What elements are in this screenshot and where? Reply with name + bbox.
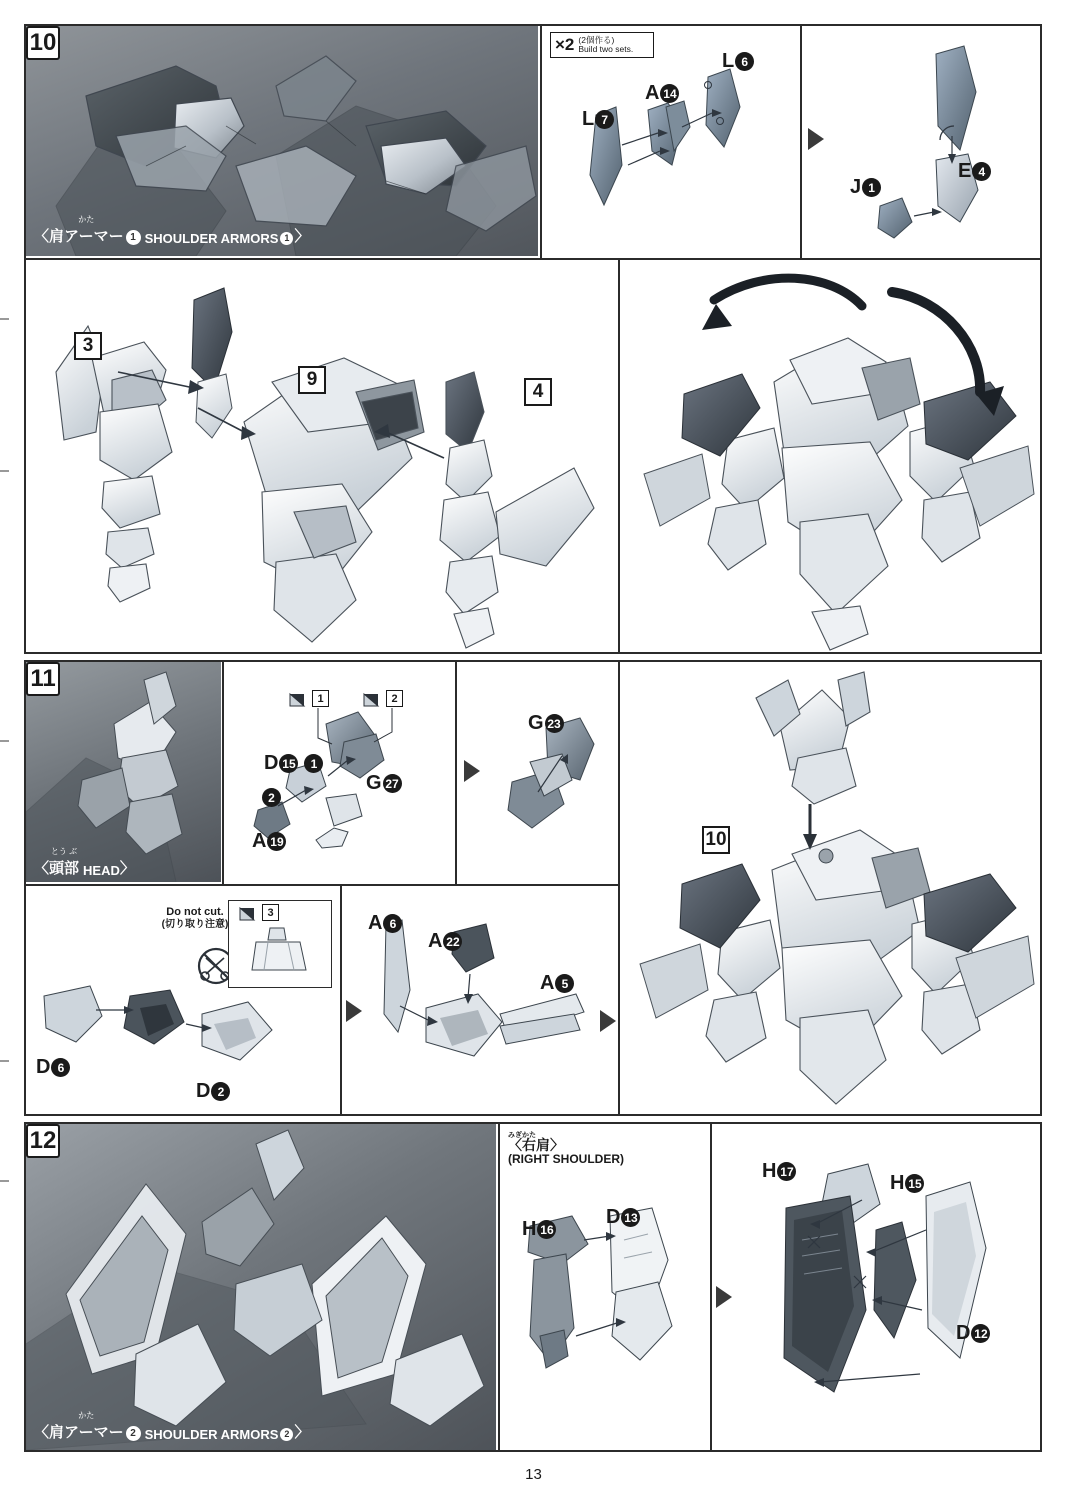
marker-flag-3 bbox=[238, 906, 256, 922]
do-not-cut-detail-art bbox=[244, 924, 318, 982]
step-12-render-photo bbox=[26, 1124, 496, 1450]
sticker-hint-art bbox=[312, 822, 352, 850]
part-label-H15: H 15 bbox=[890, 1172, 924, 1195]
do-not-cut-note: Do not cut. (切り取り注意) bbox=[161, 906, 229, 930]
part-label-G23: G 23 bbox=[528, 712, 564, 735]
marker-flag-2 bbox=[362, 692, 380, 708]
caption-shoulder-armors-2: 〈 かた 肩アーマー 2 SHOULDER ARMORS 2 〉 bbox=[34, 1411, 310, 1442]
step-10-assembly-art bbox=[26, 262, 616, 652]
divider bbox=[540, 24, 542, 260]
step-number-11-text: 11 bbox=[30, 665, 56, 692]
part-label-D12: D 12 bbox=[956, 1322, 990, 1345]
flow-arrow bbox=[600, 1010, 616, 1032]
marker-number-3: 3 bbox=[262, 904, 279, 921]
part-label-H17: H 17 bbox=[762, 1160, 796, 1183]
divider bbox=[800, 24, 802, 260]
caption-circle-1: 1 bbox=[126, 230, 141, 245]
step-ref-3: 3 bbox=[74, 332, 102, 360]
margin-tick bbox=[0, 740, 9, 742]
marker-leader-lines bbox=[288, 708, 408, 748]
part-label-H16: H 16 bbox=[522, 1218, 556, 1241]
page-number: 13 bbox=[525, 1466, 542, 1483]
step-11b-parts-art-left bbox=[36, 980, 326, 1090]
caption2-circle-b: 2 bbox=[280, 1428, 293, 1441]
divider bbox=[498, 1122, 500, 1452]
flow-arrow bbox=[464, 760, 480, 782]
divider bbox=[618, 660, 620, 1116]
step-11b-parts-art-right bbox=[368, 910, 612, 1100]
order-marker-1: 1 bbox=[304, 754, 323, 773]
build-two-x2: ×2 bbox=[555, 35, 575, 54]
divider bbox=[24, 258, 1042, 260]
part-label-D13: D 13 bbox=[606, 1206, 640, 1229]
part-label-D6: D 6 bbox=[36, 1056, 70, 1079]
marker-number-2: 2 bbox=[386, 690, 403, 707]
caption-shoulder-armors-1: 〈 かた 肩アーマー 1 SHOULDER ARMORS 1 〉 bbox=[34, 215, 310, 246]
flow-arrow bbox=[716, 1286, 732, 1308]
margin-tick bbox=[0, 1180, 9, 1182]
part-label-J1: J 1 bbox=[850, 176, 881, 199]
caption2-circle: 2 bbox=[126, 1426, 141, 1441]
part-label-A22: A 22 bbox=[428, 930, 462, 953]
step-number-11 bbox=[26, 662, 60, 696]
caption-circle-1b: 1 bbox=[280, 232, 293, 245]
divider bbox=[222, 660, 224, 884]
margin-tick bbox=[0, 318, 9, 320]
part-label-L7: L 7 bbox=[582, 108, 614, 131]
part-label-G27: G 27 bbox=[366, 772, 402, 795]
step-ref-4: 4 bbox=[524, 378, 552, 406]
divider bbox=[340, 886, 342, 1114]
divider bbox=[618, 258, 620, 654]
part-label-A5: A 5 bbox=[540, 972, 574, 995]
margin-tick bbox=[0, 1060, 9, 1062]
order-marker-2-wrap bbox=[262, 788, 281, 807]
step-10-result-art bbox=[624, 262, 1038, 652]
step-ref-10: 10 bbox=[702, 826, 730, 854]
step-11-result-art bbox=[624, 662, 1038, 1114]
step-12b-parts-art bbox=[750, 1160, 1036, 1430]
step-number-10 bbox=[26, 26, 60, 60]
margin-tick bbox=[0, 470, 9, 472]
step-10b-parts-art bbox=[840, 40, 1036, 250]
divider bbox=[24, 884, 618, 886]
step-number-12-text: 12 bbox=[29, 1127, 57, 1154]
step-ref-9: 9 bbox=[298, 366, 326, 394]
divider bbox=[710, 1122, 712, 1452]
caption-head: 〈 とう ぶ 頭部 HEAD 〉 bbox=[34, 847, 135, 878]
order-marker-2: 2 bbox=[262, 788, 281, 807]
step-number-12 bbox=[26, 1124, 60, 1158]
part-label-D2: D 2 bbox=[196, 1080, 230, 1103]
part-label-E4: E 4 bbox=[958, 160, 991, 183]
step-number-10-text: 10 bbox=[29, 29, 57, 56]
build-two-jp: (2個作る) bbox=[578, 35, 615, 45]
part-label-A19: A 19 bbox=[252, 830, 286, 853]
part-label-A6: A 6 bbox=[368, 912, 402, 935]
marker-number-1: 1 bbox=[312, 690, 329, 707]
build-two-en: Build two sets. bbox=[578, 44, 634, 54]
part-label-L6: L 6 bbox=[722, 50, 754, 73]
marker-flag-1 bbox=[288, 692, 306, 708]
caption-right-shoulder: みぎかた 〈右肩〉 (RIGHT SHOULDER) bbox=[508, 1132, 624, 1166]
part-label-A14: A 14 bbox=[645, 82, 679, 105]
flow-arrow bbox=[808, 128, 824, 150]
divider bbox=[455, 660, 457, 884]
part-label-D15: D 15 1 bbox=[264, 752, 323, 775]
flow-arrow bbox=[346, 1000, 362, 1022]
